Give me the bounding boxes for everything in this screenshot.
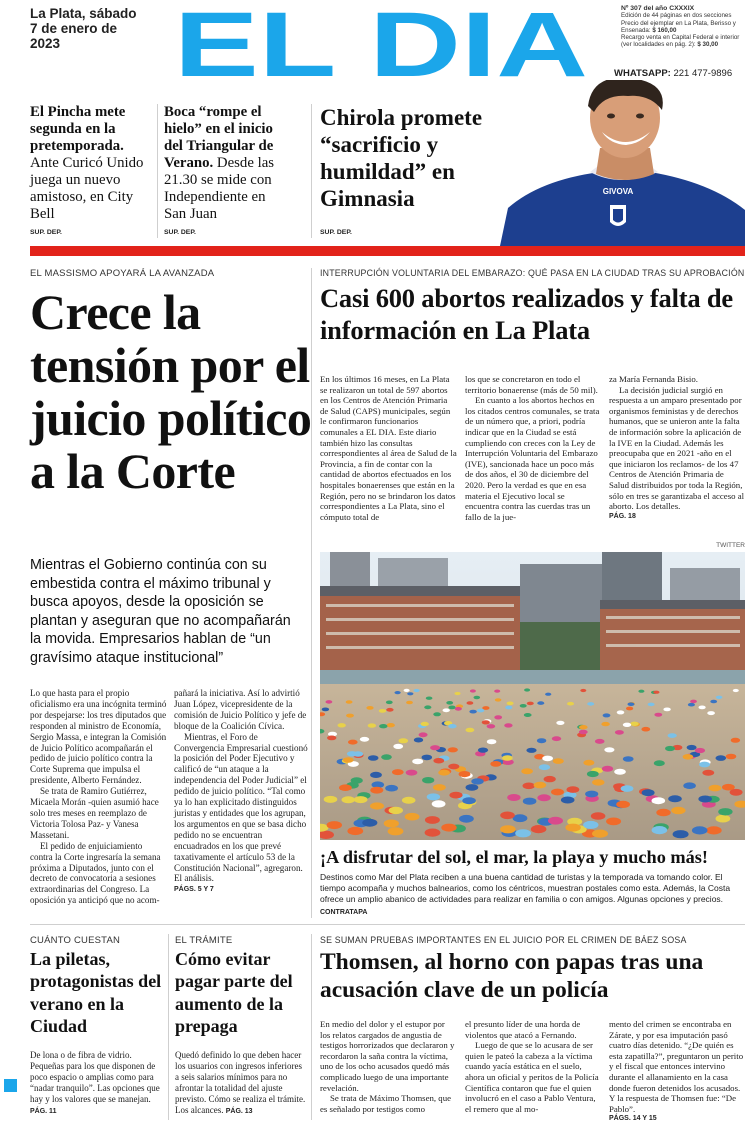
umbrella <box>551 789 564 796</box>
umbrella <box>470 689 476 692</box>
umbrella <box>730 789 743 796</box>
beach-pages[interactable]: CONTRATAPA <box>320 908 368 916</box>
umbrella <box>663 708 670 712</box>
umbrella <box>656 809 670 817</box>
umbrella <box>385 785 398 792</box>
umbrella <box>487 724 496 728</box>
umbrella <box>384 820 399 828</box>
umbrella <box>552 736 561 741</box>
umbrella <box>494 715 502 719</box>
umbrella <box>327 736 336 741</box>
umbrella <box>523 783 536 790</box>
umbrella <box>500 812 515 820</box>
umbrella <box>402 797 416 804</box>
paragraph: Se trata de Máximo Thomsen, que es señalado por testigos como <box>320 1093 452 1114</box>
umbrella <box>601 722 609 726</box>
beach-headline[interactable]: ¡A disfrutar del sol, el mar, la playa y mucho más! <box>320 847 708 867</box>
lead-column-2 <box>174 688 308 896</box>
umbrella <box>448 706 455 710</box>
umbrella <box>731 738 740 743</box>
umbrella <box>432 800 446 807</box>
paragraph: el presunto líder de una horda de violentos que atacó a Fernando. <box>465 1019 581 1040</box>
umbrella <box>688 703 695 707</box>
umbrella <box>379 724 387 728</box>
umbrella <box>389 807 403 814</box>
umbrella <box>683 782 696 789</box>
umbrella <box>548 817 563 825</box>
baez-column-3 <box>609 1019 745 1125</box>
umbrella <box>500 825 516 833</box>
umbrella <box>448 747 458 752</box>
umbrella <box>606 818 621 826</box>
umbrella <box>652 797 666 804</box>
umbrella <box>477 709 484 713</box>
price-label: Precio del ejemplar en La Plata, Berisso y Ensenada: <box>621 19 736 34</box>
abortions-pages[interactable]: PÁG. 18 <box>609 512 636 520</box>
umbrella <box>454 692 460 695</box>
city-date: La Plata, sábado 7 de enero de 2023 <box>30 6 137 51</box>
beach-caption-text: Destinos como Mar del Plata reciben a una buena cantidad de turistas y la temporada va tomando color. El tiempo acompaña y muchos balnearios, como los céntricos, muestran postales como esta. Además, la Costa ofrece un amplio abanico de actividades para realizar en familia o con amigos. Algunas opciones y precios. <box>320 872 731 905</box>
umbrella <box>652 826 668 834</box>
umbrella <box>698 796 712 803</box>
umbrella <box>433 712 441 716</box>
section-bar <box>30 246 745 256</box>
umbrella <box>441 824 456 832</box>
paragraph: mento del crimen se encontraba en Zárate, y por esa imputación pasó cuatro días detenido. “¿De quién es esta zapatilla?”, preguntaron un perito y el fiscal que entonces intervino durante el allanamiento en la casa donde fueron detenidos los acusados. Y la respuesta de Thomsen fue: “De Pablo”. <box>609 1019 744 1114</box>
umbrella <box>602 766 613 772</box>
divider <box>157 104 158 238</box>
umbrella <box>695 748 705 753</box>
paragraph: los que se concretaron en todo el territorio bonaerense (más de 50 mil). <box>465 374 598 395</box>
divider <box>311 934 312 1120</box>
umbrella <box>474 696 481 699</box>
umbrella <box>556 721 564 725</box>
umbrella <box>668 795 682 802</box>
pools-kicker: CUÁNTO CUESTAN <box>30 935 121 946</box>
lead-kicker: EL MASSISMO APOYARÁ LA AVANZADA <box>30 268 215 279</box>
umbrella <box>628 702 635 706</box>
umbrella <box>583 760 594 766</box>
umbrella <box>368 755 379 761</box>
surcharge: $ 30,00 <box>697 41 719 49</box>
umbrella <box>478 748 488 753</box>
baez-column-2 <box>465 1019 601 1114</box>
umbrella <box>504 723 512 727</box>
umbrella <box>623 723 631 727</box>
umbrella <box>351 777 363 783</box>
umbrella <box>459 815 474 823</box>
paragraph: Luego de que se lo acusara de ser quien le pateó la cabeza a la víctima cuando yacía estática en el suelo, ahora un oficial y peritos de la Policía Científica contaron que fue el quien involucró en el caso a Pablo Ventura, el remero que al mo- <box>465 1040 599 1114</box>
umbrella <box>699 762 710 768</box>
price: $ 160,00 <box>652 26 677 34</box>
umbrella <box>526 748 536 753</box>
umbrella <box>448 724 456 728</box>
abortions-headline[interactable]: Casi 600 abortos realizados y falta de información en La Plata <box>320 283 733 345</box>
umbrella <box>466 784 479 791</box>
umbrella <box>412 759 423 765</box>
abortions-column-2 <box>465 374 601 522</box>
umbrella <box>466 728 475 733</box>
abortions-column-3 <box>609 374 745 522</box>
pools-text-block <box>30 1050 165 1118</box>
umbrella <box>346 714 354 718</box>
pools-pages[interactable]: PÁG. 11 <box>30 1108 57 1116</box>
umbrella <box>379 709 386 713</box>
umbrella <box>443 708 450 712</box>
umbrella <box>692 826 708 834</box>
umbrella <box>438 770 450 776</box>
umbrella <box>603 713 611 717</box>
umbrella <box>585 791 598 798</box>
sports-2-lead: Boca “rompe el hielo” en el inicio del Triangular de Verano. <box>164 104 274 171</box>
whatsapp-label: WHATSAPP: <box>614 68 671 79</box>
umbrella <box>545 693 551 696</box>
umbrella <box>716 755 727 761</box>
umbrella <box>537 701 544 705</box>
umbrella <box>699 706 706 710</box>
umbrella <box>623 756 634 762</box>
umbrella <box>561 797 575 804</box>
divider <box>30 924 745 925</box>
umbrella <box>716 696 723 699</box>
umbrella <box>654 760 665 766</box>
prepaid-text: Quedó definido lo que deben hacer los usuarios con ingresos inferiores a seis salarios mínimos para no afrontar la totalidad del ajuste previsto. Cómo se realiza el trámite. Los alcances. <box>175 1050 306 1116</box>
baez-kicker: SE SUMAN PRUEBAS IMPORTANTES EN EL JUICIO POR EL CRIMEN DE BÁEZ SOSA <box>320 935 687 945</box>
umbrella <box>507 702 514 706</box>
prepaid-headline[interactable]: Cómo evitar pagar parte del aumento de la prepaga <box>175 949 293 1037</box>
edition-pages: Edición de 44 páginas en dos secciones <box>621 12 732 20</box>
whatsapp-number: 221 477-9896 <box>673 68 733 79</box>
umbrella <box>621 785 634 792</box>
umbrella <box>524 688 530 691</box>
umbrella <box>668 733 677 738</box>
umbrella <box>414 738 423 743</box>
umbrella <box>405 813 420 821</box>
umbrella <box>733 689 739 692</box>
umbrella <box>388 827 404 835</box>
umbrella <box>615 730 624 735</box>
umbrella <box>542 756 553 762</box>
umbrella <box>395 691 401 694</box>
umbrella <box>513 814 528 822</box>
shirt-brand: GIVOVA <box>602 187 634 196</box>
umbrella <box>469 710 476 714</box>
sports-2-text: Desde las 21.30 se mide con Independiente en San Juan <box>164 155 275 222</box>
sports-1-tag: SUP. DEP. <box>30 229 62 236</box>
paragraph: En cuanto a los abortos hechos en los citados centros comunales, se trata de un número que, a priori, podría indicar que en la Ciudad se está cumpliendo con creces con la Ley de Interrupción Voluntaria del Embarazo (IVE), sancionada hace un poco más de dos años, el 30 de diciembre del 2020. Pero la verdad es que en esa materia el Ejecutivo local se encuentra contra las cuerdas tras un fallo de la jue- <box>465 395 600 522</box>
umbrella <box>654 713 662 717</box>
umbrella <box>505 706 512 710</box>
umbrella <box>433 784 446 791</box>
umbrella <box>467 701 474 705</box>
crest-icon <box>610 205 626 226</box>
logo-mark <box>172 8 590 78</box>
umbrella <box>342 796 356 803</box>
umbrella <box>710 700 717 704</box>
umbrella <box>726 754 737 760</box>
umbrella <box>502 755 513 761</box>
umbrella <box>638 690 644 693</box>
umbrella <box>673 830 689 838</box>
umbrella <box>587 771 599 777</box>
sports-1-lead: El Pincha mete segunda en la pretemporada. <box>30 104 126 154</box>
beach-credit: TWITTER <box>716 542 745 549</box>
umbrella <box>399 738 409 743</box>
umbrella <box>565 824 580 832</box>
umbrella <box>346 700 353 704</box>
umbrella <box>393 744 403 749</box>
beach-photo[interactable] <box>320 552 745 840</box>
paragraph: En los últimos 16 meses, en La Plata se realizaron un total de 597 abortos en los Centros de Atención Primaria de Salud (CAPS) municipales, según le confirmaron funcionarios comunales a EL DIA. Este diario también hizo las consultas correspondientes al área de Salud de la Provincia, a fin de contar con la cantidad de abortos efectuados en los hospitales bonaerenses que están en la Región, pero no se brindaron los datos correspondientes a La Plata, sino el cómputo total de <box>320 374 457 522</box>
umbrella <box>455 707 462 711</box>
umbrella <box>579 725 588 729</box>
umbrella <box>370 802 384 809</box>
umbrella <box>709 785 722 792</box>
umbrella <box>425 816 440 824</box>
sports-1-text: Ante Curicó Unido juega un nuevo amistoso, en City Bell <box>30 155 144 222</box>
umbrella <box>641 727 650 732</box>
paragraph: El pedido de enjuiciamiento contra la Corte ingresaría la semana próxima a Diputados, junto con el decreto de convocatoria a sesiones extraordinarias del Congreso. La oposición ya anticipó que no acom- <box>30 840 161 906</box>
umbrella <box>425 829 441 837</box>
umbrella <box>583 821 598 829</box>
edition-number: Nº 307 del año CXXXIX <box>621 5 695 12</box>
whatsapp-line[interactable] <box>614 68 750 79</box>
umbrella <box>626 707 633 711</box>
umbrella <box>426 697 433 700</box>
umbrella <box>422 755 433 761</box>
baez-headline[interactable]: Thomsen, al horno con papas tras una acusación clave de un policía <box>320 949 704 1003</box>
umbrella <box>690 700 697 704</box>
umbrella <box>471 778 483 784</box>
umbrella <box>567 786 580 793</box>
abortions-column-1 <box>320 374 457 522</box>
umbrella <box>406 770 418 776</box>
umbrella <box>716 815 731 823</box>
umbrella <box>616 801 630 808</box>
paragraph: Se trata de Ramiro Gutiérrez, Micaela Morán -quien asumió hace solo tres meses en reemplazo de Victoria Tolosa Paz- y Vanesa Massetani. <box>30 786 159 840</box>
paragraph: za María Fernanda Bisio. <box>609 374 698 384</box>
umbrella <box>592 779 604 785</box>
masthead <box>0 0 750 92</box>
abortions-kicker: INTERRUPCIÓN VOLUNTARIA DEL EMBARAZO: QUÉ PASA EN LA CIUDAD TRAS SU APROBACIÓN <box>320 268 745 278</box>
umbrella <box>407 692 413 695</box>
sports-teaser-1[interactable] <box>30 104 152 223</box>
umbrella <box>642 789 655 796</box>
umbrella <box>706 826 722 834</box>
corner-marker <box>4 1079 17 1092</box>
umbrella <box>449 792 462 799</box>
umbrella <box>665 746 675 751</box>
umbrella <box>544 776 556 782</box>
umbrella <box>531 825 547 833</box>
umbrella <box>348 740 358 745</box>
umbrella <box>539 764 550 770</box>
umbrella <box>653 691 659 694</box>
umbrella <box>448 764 459 770</box>
umbrella <box>592 830 608 838</box>
player-photo[interactable] <box>500 80 745 246</box>
umbrella <box>617 710 625 714</box>
lead-deck: Mientras el Gobierno continúa con su embestida contra el máximo tribunal y busca apoyos, desde la oposición se plantan y aseguran que no acompañarán la movida. Empresarios hablan de “un gravísimo ataque institucional” <box>30 557 291 666</box>
umbrella <box>702 770 714 776</box>
umbrella <box>515 829 531 837</box>
umbrella <box>527 702 534 706</box>
logo-text: EL DIA <box>174 8 588 78</box>
umbrella <box>587 702 594 706</box>
umbrella <box>404 689 410 692</box>
umbrella <box>392 769 404 775</box>
umbrella <box>614 769 626 775</box>
lead-pages[interactable]: PÁGS. 5 Y 7 <box>174 886 214 894</box>
umbrella <box>433 758 444 764</box>
paragraph: Mientras, el Foro de Convergencia Empresarial cuestionó la posición del Poder Ejecutivo y calificó de “un ataque a la independencia del Poder Judicial” el pedido de juicio político. “Tal como ya lo han explicitado distinguidos juristas y entidades que los agrupan, los argumentos en que se basa dicho pedido no se encuentran encuadrados en los que prevé taxativamente el artículo 53 de la Constitución Nacional”, agregaron. El análisis. <box>174 731 308 884</box>
umbrella <box>604 747 614 752</box>
umbrella <box>482 720 490 724</box>
umbrella <box>671 807 685 814</box>
umbrella <box>347 827 363 835</box>
pools-text: De lona o de fibra de vidrio. Pequeñas para los que disponen de poco espacio o amplias como para “nadar tranquilo”. Las opciones que hay y los valores que se manejan. <box>30 1050 160 1105</box>
logo[interactable] <box>172 8 590 78</box>
sports-3-tag: SUP. DEP. <box>320 229 352 236</box>
prepaid-kicker: EL TRÁMITE <box>175 935 233 946</box>
umbrella <box>386 701 393 705</box>
umbrella <box>534 782 547 789</box>
umbrella <box>324 796 338 803</box>
umbrella <box>362 819 377 827</box>
umbrella <box>524 713 532 717</box>
umbrella <box>424 705 431 709</box>
divider <box>168 934 169 1120</box>
umbrella <box>567 702 574 706</box>
umbrella <box>339 784 352 791</box>
sports-teaser-2[interactable] <box>164 104 289 223</box>
umbrella <box>326 700 333 704</box>
umbrella <box>718 808 732 815</box>
umbrella <box>347 751 357 756</box>
prepaid-text-block <box>175 1050 308 1118</box>
umbrella <box>537 794 550 801</box>
umbrella <box>422 777 434 783</box>
umbrella <box>366 706 373 710</box>
umbrella <box>406 701 413 705</box>
umbrella <box>338 723 346 727</box>
umbrella <box>462 797 476 804</box>
pools-headline[interactable]: La piletas, protagonistas del verano en la Ciudad <box>30 949 162 1037</box>
umbrella <box>591 812 606 820</box>
umbrella <box>354 796 368 803</box>
umbrella <box>387 723 395 727</box>
umbrella <box>386 708 393 712</box>
umbrella <box>520 704 527 708</box>
umbrella <box>430 745 440 750</box>
sports-2-tag: SUP. DEP. <box>164 229 196 236</box>
lead-column-1 <box>30 688 167 906</box>
umbrella <box>370 787 383 794</box>
paragraph: Lo que hasta para el propio oficialismo era una incógnita terminó por despejarse: los tres diputados que responden al ministro de Economía, Sergio Massa, e integran la Comisión de Juicio Político acompañarán el pedido de juicio político contra la Corte Suprema que impulsa el presidente, Alberto Fernández. <box>30 688 167 786</box>
umbrella <box>553 758 564 764</box>
umbrella <box>360 737 369 742</box>
paragraph: pañará la iniciativa. Así lo advirtió Juan López, vicepresidente de la comisión de Juicio Político y jefe de bloque de la Coalición Cívica. <box>174 688 307 731</box>
umbrella <box>687 745 697 750</box>
umbrella <box>507 794 520 801</box>
umbrella <box>521 768 533 774</box>
umbrella <box>580 689 586 692</box>
prepaid-pages[interactable]: PÁG. 13 <box>225 1108 253 1116</box>
sports-3-headline[interactable]: Chirola promete “sacrificio y humildad” en Gimnasia <box>320 105 483 211</box>
umbrella <box>322 708 329 712</box>
umbrella <box>368 723 376 727</box>
edition-info <box>621 5 746 49</box>
umbrella <box>630 722 638 726</box>
divider <box>311 104 312 238</box>
umbrella <box>343 757 354 763</box>
umbrella <box>490 761 501 767</box>
umbrella <box>459 771 471 777</box>
umbrella <box>579 730 588 735</box>
baez-pages[interactable]: PÁGS. 14 Y 15 <box>609 1115 657 1123</box>
umbrella <box>707 711 715 715</box>
umbrella <box>523 798 537 805</box>
umbrella <box>648 703 655 707</box>
umbrella <box>495 698 502 701</box>
umbrella <box>683 754 694 760</box>
umbrella <box>327 821 342 829</box>
paragraph: En medio del dolor y el estupor por los relatos cargados de angustia de testigos horrorizados que declararon y recordaron la saña contra la víctima, uno de los ocho acusados quedó más complicado luego de una importante revelación. <box>320 1019 455 1093</box>
paragraph: La decisión judicial surgió en respuesta a un amparo presentado por organismos feministas y de derechos humanos, que se unieron ante la falta de información sobre la aplicación de la IVE en la Ciudad. Además les preocupaba que en 2021 -año en el que iniciaron los reclamos- de los 47 Centros de Atención Primaria de Salud distribuidos por toda la Región, sólo en tres se garantizaba el acceso al aborto. Los detalles. <box>609 384 745 512</box>
umbrella <box>421 722 429 726</box>
lead-headline[interactable]: Crece la tensión por el juicio político a la Corte <box>30 284 312 499</box>
beach-caption <box>320 872 748 918</box>
umbrella <box>381 754 392 760</box>
baez-column-1 <box>320 1019 457 1114</box>
divider <box>311 268 312 918</box>
umbrella <box>414 689 420 692</box>
umbrella <box>446 701 453 705</box>
umbrella <box>494 690 500 693</box>
umbrella <box>537 738 546 743</box>
surcharge-label: Recargo venta en Capital Federal e interior (ver localidades en pág. 2): <box>621 34 740 49</box>
umbrella <box>427 793 440 800</box>
umbrella <box>370 772 382 778</box>
umbrella <box>419 732 428 737</box>
umbrella <box>487 739 497 744</box>
umbrella <box>595 739 605 744</box>
